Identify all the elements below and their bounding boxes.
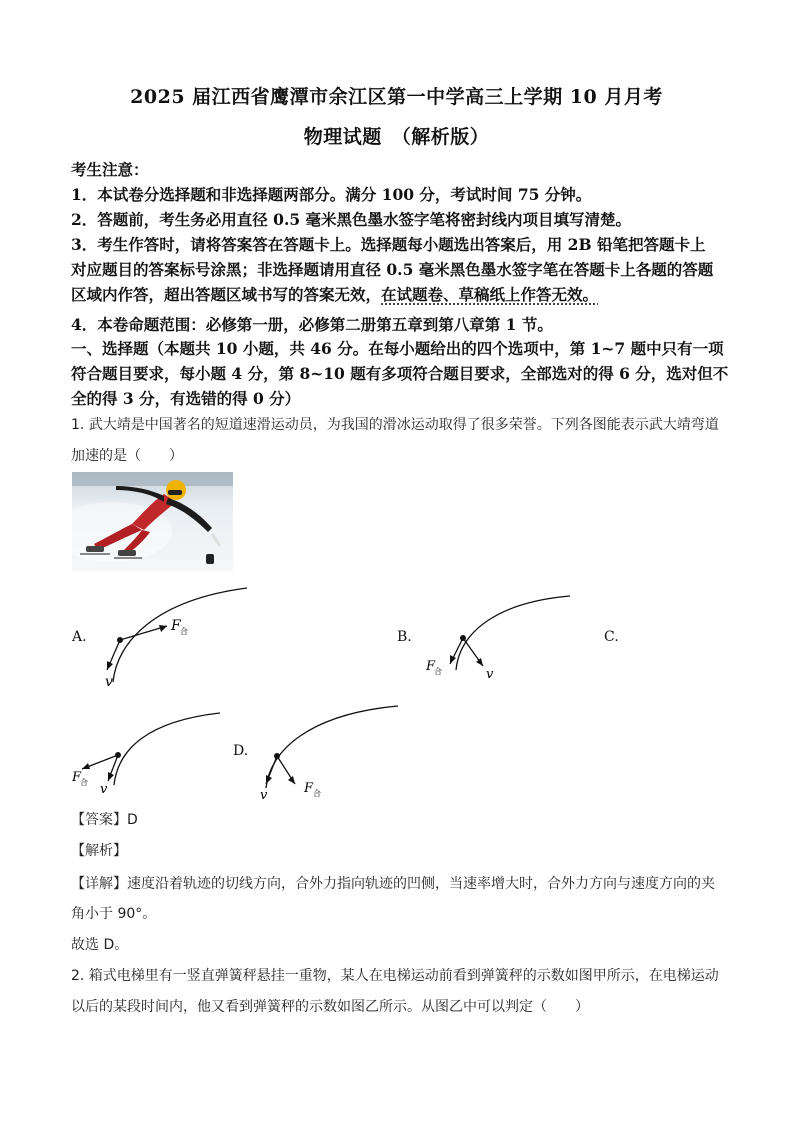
option-b-label[interactable]: B. [397,629,412,645]
force-subscript: 合 [80,778,88,787]
force-subscript: 合 [180,627,188,636]
trajectory-curve [114,713,220,785]
page-subtitle: 物理试题 （解析版） [303,126,490,148]
notice-item-2: 2．答题前，考生务必用直径 0.5 毫米黑色墨水签字笔将密封线内项目填写清楚。 [71,210,632,229]
force-subscript: 合 [313,789,321,798]
notice-item-3-line-3b: 在试题卷、草稿纸上作答无效。 [381,285,599,304]
section-1-line-3: 全的得 3 分，有选错的得 0 分） [71,389,301,408]
q2-stem-line-1: 2. 箱式电梯里有一竖直弹簧秤悬挂一重物，某人在电梯运动前看到弹簧秤的示数如图甲所示，在电梯运动 [71,968,719,984]
option-b-diagram [420,590,580,690]
notice-item-3-line-1: 3．考生作答时，请将答案答在答题卡上。选择题每小题选出答案后，用 2B 铅笔把答题卡上 [71,235,706,254]
q1-analysis-heading: 【解析】 [71,843,127,859]
trajectory-curve [266,706,398,788]
q1-stem-line-1: 1. 武大靖是中国著名的短道速滑运动员，为我国的滑冰运动取得了很多荣誉。下列各图能表示武大靖弯道 [71,417,719,433]
q1-detail-line-1: 【详解】速度沿着轨迹的切线方向，合外力指向轨迹的凹侧，当速率增大时，合外力方向与速度方向的夹 [71,876,715,892]
page-title: 2025 届江西省鹰潭市余江区第一中学高三上学期 10 月月考 [130,86,663,108]
option-d-diagram [250,700,410,805]
option-a-diagram [95,582,255,692]
velocity-label: v [100,782,108,797]
notice-item-4: 4．本卷命题范围：必修第一册，必修第二册第五章到第八章第 1 节。 [71,315,553,334]
trajectory-curve [456,596,570,670]
option-c-diagram [68,705,228,800]
skater-photo [72,472,233,571]
force-label: F [304,781,314,796]
notice-item-1: 1．本试卷分选择题和非选择题两部分。满分 100 分，考试时间 75 分钟。 [71,185,592,204]
force-label: F [171,618,181,634]
section-1-line-1: 一、选择题（本题共 10 小题，共 46 分。在每小题给出的四个选项中，第 1~7 题中只有一项 [71,339,724,358]
velocity-label: v [260,788,268,803]
q2-stem-line-2: 以后的某段时间内，他又看到弹簧秤的示数如图乙所示。从图乙中可以判定（ ） [71,999,589,1015]
notice-heading: 考生注意： [71,160,149,179]
velocity-label: v [105,674,113,690]
force-label: F [72,770,82,785]
q1-answer: 【答案】D [71,812,138,828]
notice-item-3-line-2: 对应题目的答案标号涂黑；非选择题请用直径 0.5 毫米黑色墨水签字笔在答题卡上各题的答题 [71,260,714,279]
option-a-label[interactable]: A. [72,629,87,645]
force-label: F [426,659,436,674]
force-subscript: 合 [434,667,442,676]
notice-item-3-line-3 [71,283,598,305]
option-c-label[interactable]: C. [604,629,619,645]
q1-stem-line-2: 加速的是（ ） [71,448,183,464]
notice-item-3-line-3a: 区域内作答，超出答题区域书写的答案无效， [71,285,382,304]
velocity-label: v [486,667,494,682]
section-1-line-2: 符合题目要求，每小题 4 分，第 8~10 题有多项符合题目要求，全部选对的得 6 分，选对但不 [71,364,729,383]
q1-conclusion: 故选 D。 [71,937,129,953]
q1-detail-line-2: 角小于 90°。 [71,906,157,922]
option-d-label[interactable]: D. [233,743,249,759]
